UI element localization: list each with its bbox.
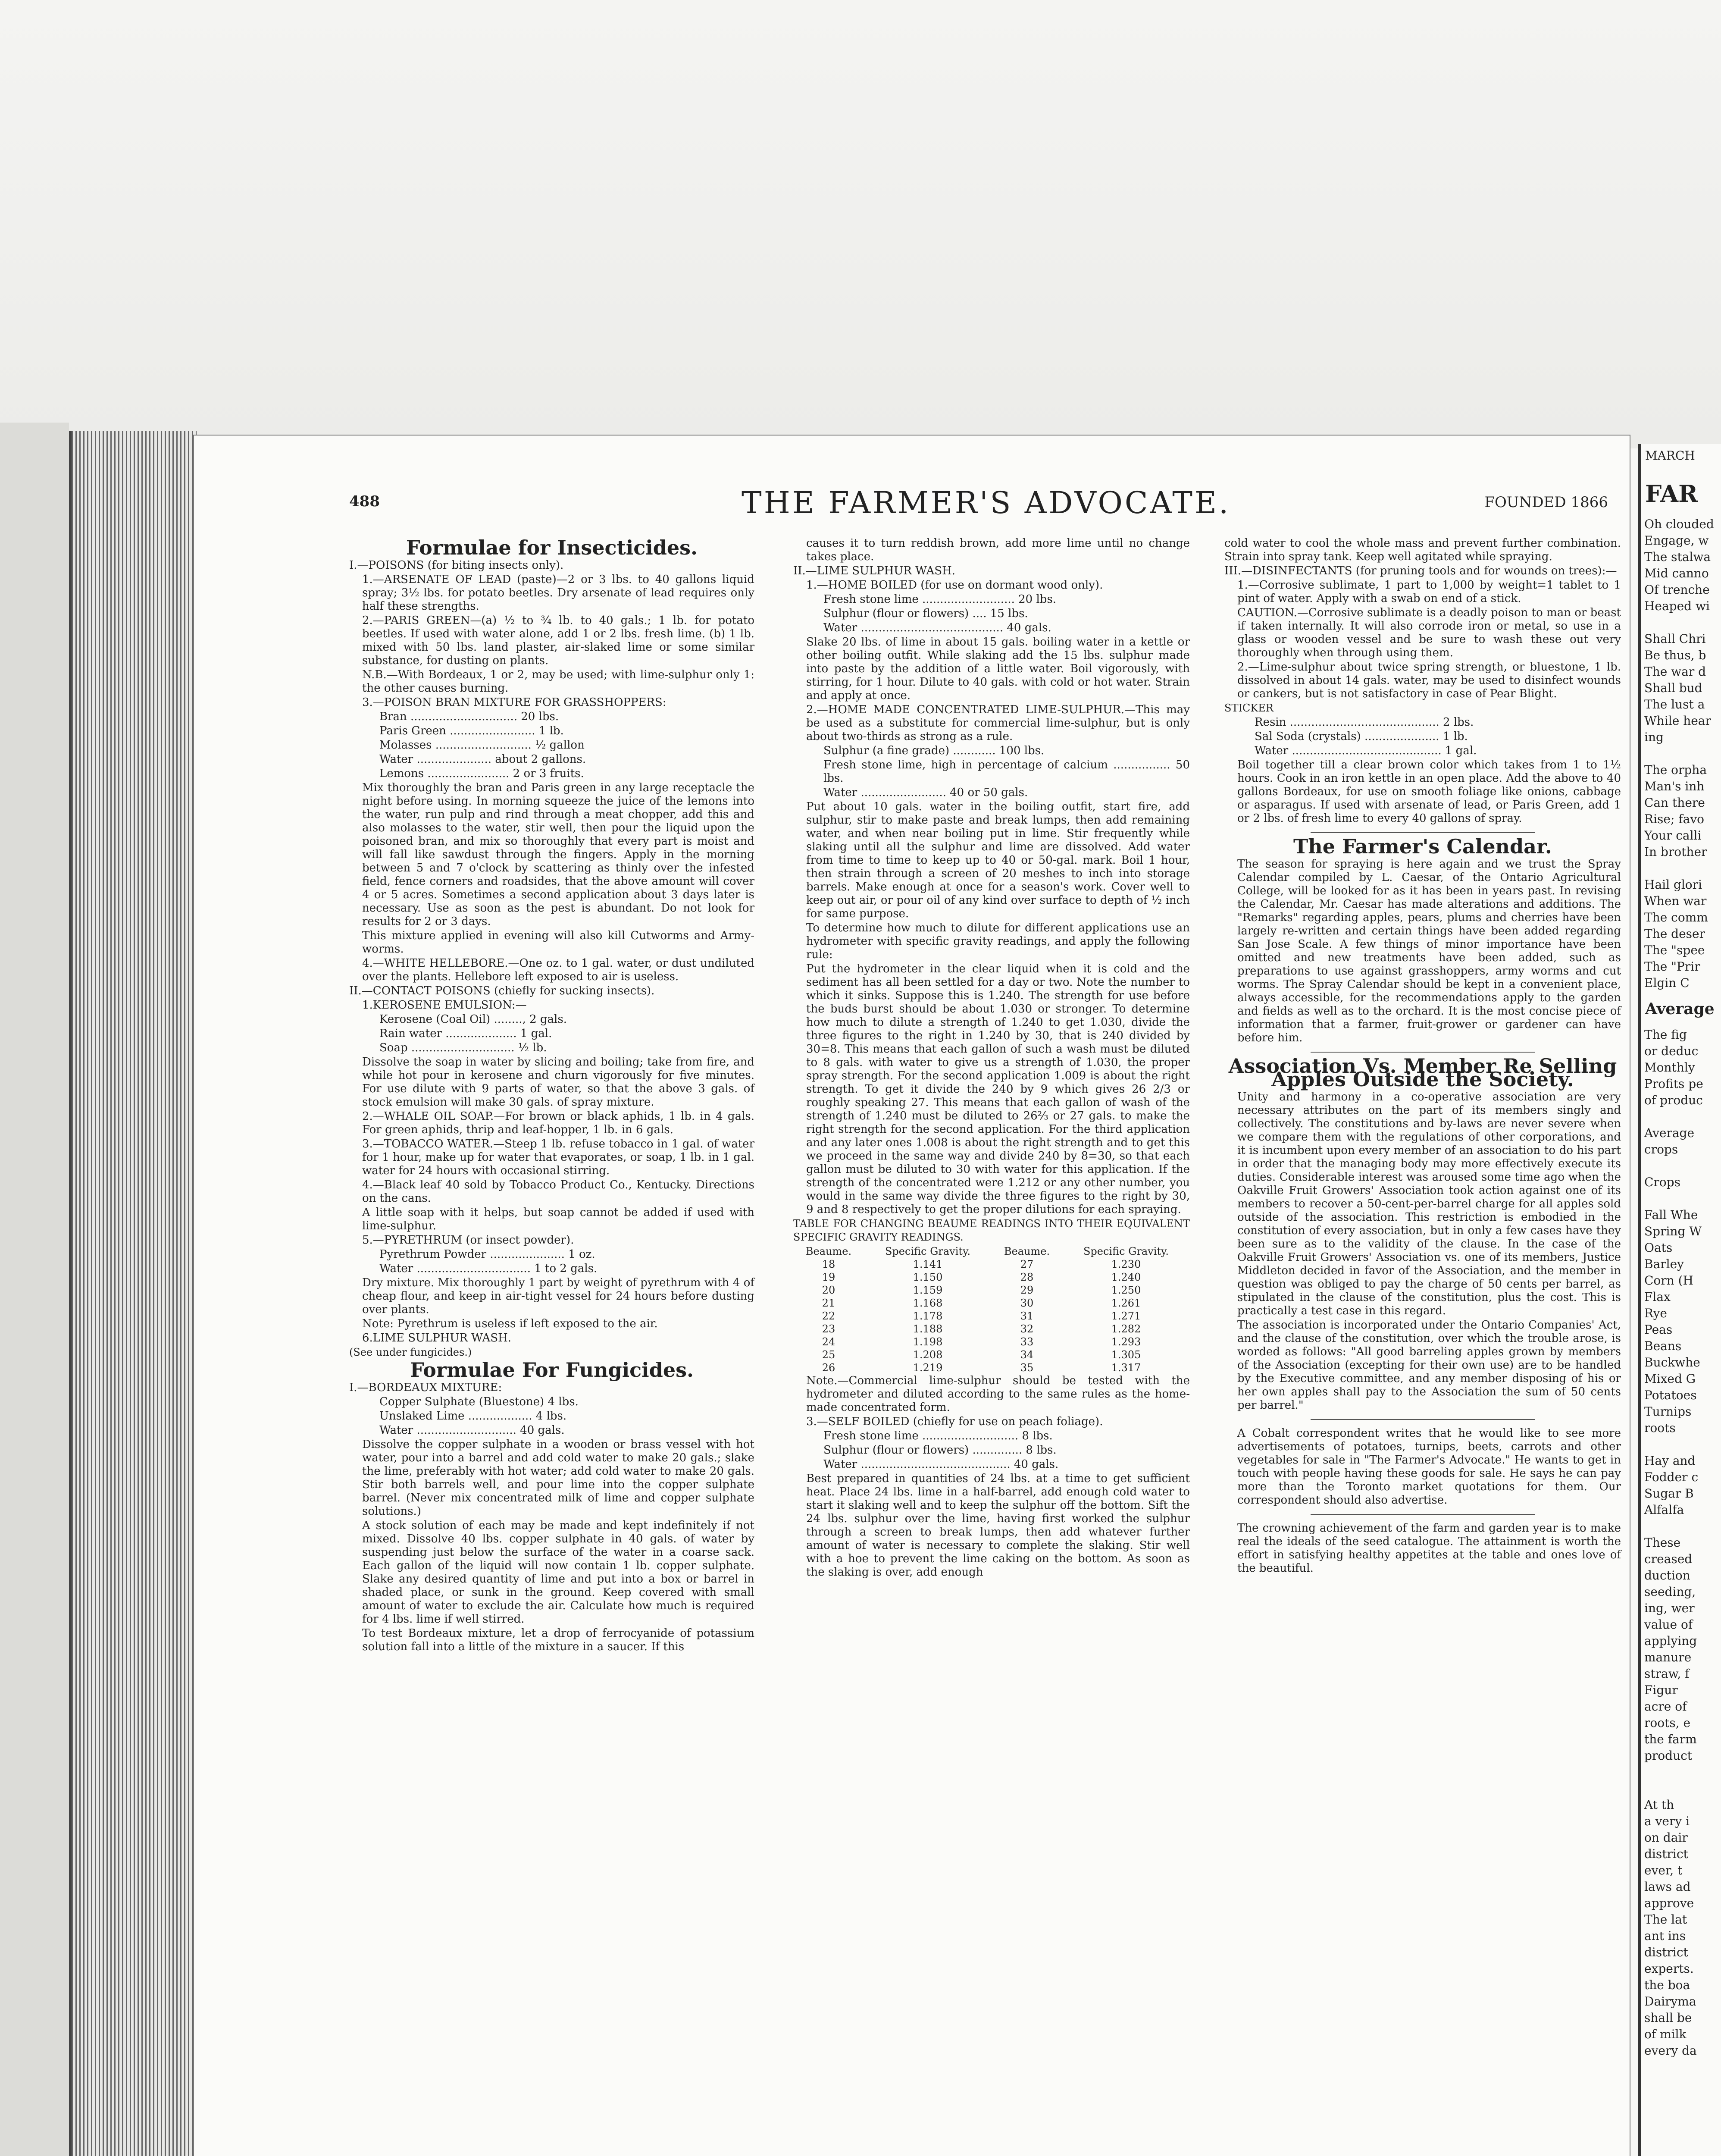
paragraph: III.—DISINFECTANTS (for pruning tools and for wounds on trees):—: [1224, 564, 1617, 577]
paragraph: 2.—WHALE OIL SOAP.—For brown or black aphids, 1 lb. in 4 gals. For green aphids, thrip and leaf-hopper, 1 lb. in 6 gals.: [362, 1110, 754, 1136]
table-cell: 34: [1020, 1349, 1034, 1361]
facing-page-line: The "Prir: [1644, 959, 1700, 974]
paragraph: To test Bordeaux mixture, let a drop of ferrocyanide of potassium solution fall into a little of the mixture in a saucer. If this: [362, 1627, 754, 1653]
facing-page-line: ing, wer: [1644, 1601, 1695, 1615]
table-cell: 21: [822, 1297, 835, 1309]
table-cell: 1.271: [1111, 1310, 1141, 1322]
background-top: [0, 0, 1721, 448]
divider: [1311, 1514, 1535, 1515]
table-cell: 20: [822, 1284, 835, 1296]
facing-page-line: Dairyma: [1644, 1994, 1696, 2009]
recipe-line: Sulphur (a fine grade) ............ 100 lbs.: [823, 744, 1045, 757]
table-row: [793, 1258, 1190, 1271]
facing-page-line: ant ins: [1644, 1929, 1686, 1943]
table-cell: 1.240: [1111, 1271, 1141, 1283]
paragraph: 1.—Corrosive sublimate, 1 part to 1,000 by weight=1 tablet to 1 pint of water. Apply with a swab on end of a stick.: [1237, 579, 1621, 605]
facing-page-line: Of trenche: [1644, 583, 1710, 597]
facing-page-line: roots, e: [1644, 1716, 1691, 1730]
recipe-line: Fresh stone lime ........................... 8 lbs.: [823, 1429, 1053, 1442]
table-header: Beaume.: [1004, 1245, 1050, 1257]
table-cell: 23: [822, 1323, 835, 1335]
facing-page-line: approve: [1644, 1896, 1694, 1910]
paragraph: 3.—SELF BOILED (chiefly for use on peach foliage).: [806, 1415, 1103, 1428]
paragraph: The season for spraying is here again and we trust the Spray Calendar compiled by L. Caesar, of the Ontario Agricultural College, will be looked for as it has been in years past. In revising the Calendar, Mr. Caesar has made alterations and additions. The "Remarks" regarding apples, pears, plums and cherries have been largely re-written and certain things have been added regarding San Jose Scale. A few things of minor importance have been omitted and new treatments have been added, such as preparations to use against grasshoppers, army worms and cut worms. The Spray Calendar should be kept in a convenient place, always accessible, for the recommendations apply to the garden and fields as well as to the orchard. It is the most concise piece of information that a farmer, fruit-grower or gardener can have before him.: [1237, 858, 1621, 1044]
facing-page-line: Mid canno: [1644, 566, 1709, 580]
table-cell: 26: [822, 1362, 835, 1374]
facing-page-line: [1641, 860, 1721, 877]
table-header-row: [793, 1245, 1190, 1258]
table-row: [793, 1361, 1190, 1374]
divider: [1311, 1052, 1535, 1053]
facing-page-title: FAR: [1645, 480, 1698, 508]
facing-page-line: Mixed G: [1644, 1372, 1696, 1386]
recipe-line: Water ..................... about 2 gallons.: [379, 753, 586, 766]
table-cell: 1.198: [913, 1336, 943, 1348]
paragraph: Put about 10 gals. water in the boiling outfit, start fire, add sulphur, stir to make paste and break lumps, then add remaining water, and when near boiling put in lime. Stir frequently while slaking until all the sulphur and lime are dissolved. Add water from time to time to keep up to 40 or 50-gal. mark. Boil 1 hour, then strain through a screen of 20 meshes to inch into storage barrels. Make enough at once for a season's work. Cover well to keep out air, or pour oil of any kind over surface to depth of ½ inch for same purpose.: [806, 800, 1190, 920]
page: [194, 436, 1630, 2156]
gravity-table-title: TABLE FOR CHANGING BEAUME READINGS INTO THEIR EQUIVALENT SPECIFIC GRAVITY READINGS.: [793, 1218, 1190, 1243]
facing-page-line: The orpha: [1644, 763, 1707, 777]
facing-page-line: experts.: [1644, 1962, 1694, 1976]
recipe-line: Copper Sulphate (Bluestone) 4 lbs.: [379, 1395, 579, 1408]
facing-page-line: of milk: [1644, 2027, 1687, 2041]
table-row: [793, 1322, 1190, 1335]
paragraph: II.—LIME SULPHUR WASH.: [793, 564, 956, 577]
facing-page-line: Fall Whe: [1644, 1208, 1698, 1222]
facing-page-line: Hail glori: [1644, 877, 1702, 892]
facing-page-line: Potatoes: [1644, 1388, 1697, 1402]
column-1: [349, 537, 754, 1655]
paragraph: 1.—ARSENATE OF LEAD (paste)—2 or 3 lbs. to 40 gallons liquid spray; 3½ lbs. for potato beetles. Dry arsenate of lead requires only half these strengths.: [362, 573, 754, 613]
facing-page-line: The deser: [1644, 927, 1705, 941]
paragraph: A stock solution of each may be made and kept indefinitely if not mixed. Dissolve 40 lbs. copper sulphate in 40 gals. of water by suspending just below the surface of the water in a coarse sack. Each gallon of the liquid will now contain 1 lb. copper sulphate. Slake any desired quantity of lime and put into a box or barrel in shaded place, or sunk in the ground. Keep covered with small amount of water to exclude the air. Calculate how much is required for 4 lbs. lime if well stirred.: [362, 1519, 754, 1626]
facing-page: [1638, 444, 1721, 2156]
facing-page-line: Sugar B: [1644, 1486, 1694, 1501]
table-cell: 25: [822, 1349, 835, 1361]
facing-page-line: Crops: [1644, 1175, 1680, 1189]
table-row: [793, 1271, 1190, 1284]
recipe-line: Soap ............................. ½ lb.: [379, 1041, 547, 1054]
facing-page-line: straw, f: [1644, 1667, 1690, 1681]
facing-page-line: Spring W: [1644, 1224, 1702, 1238]
recipe-line: Resin .......................................... 2 lbs.: [1255, 716, 1474, 729]
table-cell: 18: [822, 1258, 835, 1270]
table-cell: 1.208: [913, 1349, 943, 1361]
table-cell: 33: [1020, 1336, 1034, 1348]
table-cell: 1.219: [913, 1362, 943, 1374]
facing-page-line: The comm: [1644, 910, 1708, 924]
recipe-line: Unslaked Lime .................. 4 lbs.: [379, 1410, 567, 1423]
facing-page-line: Rye: [1644, 1306, 1667, 1320]
facing-page-subtitle: Average: [1645, 1000, 1715, 1018]
table-cell: 1.305: [1111, 1349, 1141, 1361]
table-header: Specific Gravity.: [1083, 1245, 1169, 1257]
facing-page-line: Barley: [1644, 1257, 1684, 1271]
facing-page-line: Engage, w: [1644, 533, 1709, 548]
column-3: [1224, 537, 1621, 1576]
page-edges: [69, 431, 197, 2156]
paragraph: (See under fungicides.): [349, 1346, 472, 1358]
facing-page-line: district: [1644, 1945, 1688, 1959]
facing-page-line: Oh clouded: [1644, 517, 1714, 531]
facing-page-line: Alfalfa: [1644, 1503, 1684, 1517]
facing-page-line: [1641, 614, 1721, 631]
recipe-line: Pyrethrum Powder ..................... 1 oz.: [379, 1248, 595, 1261]
facing-page-line: Oats: [1644, 1241, 1673, 1255]
recipe-line: Paris Green ........................ 1 lb.: [379, 724, 564, 737]
gravity-table: [793, 1245, 1190, 1374]
paragraph: 1.KEROSENE EMULSION:—: [362, 999, 527, 1012]
facing-page-poem: [1641, 516, 1721, 991]
table-cell: 30: [1020, 1297, 1034, 1309]
page-header: [349, 485, 1625, 520]
facing-page-line: [1641, 1109, 1721, 1125]
facing-page-line: ever, t: [1644, 1863, 1683, 1877]
table-cell: 28: [1020, 1271, 1034, 1283]
paragraph: Note: Pyrethrum is useless if left exposed to the air.: [362, 1317, 658, 1330]
table-cell: 31: [1020, 1310, 1034, 1322]
table-cell: 1.178: [913, 1310, 943, 1322]
facing-page-line: When war: [1644, 894, 1707, 908]
facing-page-line: duction: [1644, 1568, 1690, 1583]
facing-page-line: Flax: [1644, 1290, 1671, 1304]
association-title: Association Vs. Member Re Selling Apples Outside the Society.: [1228, 1054, 1617, 1091]
paragraph: cold water to cool the whole mass and prevent further combination. Strain into spray tank. Keep well agitated while spraying.: [1224, 537, 1621, 563]
facing-page-line: of produc: [1644, 1093, 1703, 1107]
paragraph: Best prepared in quantities of 24 lbs. at a time to get sufficient heat. Place 24 lbs. lime in a half-barrel, add enough cold water to start it slaking well and to keep the sulphur off the bottom. Sift the 24 lbs. sulphur over the lime, having first worked the sulphur through a screen to break lumps, then add whatever further amount of water is necessary to complete the slaking. Stir well with a hoe to prevent the lime caking on the bottom. As soon as the slaking is over, add enough: [806, 1472, 1190, 1579]
paragraph: N.B.—With Bordeaux, 1 or 2, may be used; with lime-sulphur only 1: the other causes burning.: [362, 668, 754, 695]
facing-page-line: product: [1644, 1749, 1693, 1763]
table-cell: 32: [1020, 1323, 1034, 1335]
recipe-line: Water ................................ 1 to 2 gals.: [379, 1262, 598, 1275]
facing-page-line: applying: [1644, 1634, 1697, 1648]
facing-page-line: Peas: [1644, 1322, 1673, 1337]
paragraph: 4.—Black leaf 40 sold by Tobacco Product Co., Kentucky. Directions on the cans.: [362, 1178, 754, 1205]
facing-page-text: [1641, 1027, 1721, 2059]
facing-page-line: shall be: [1644, 2011, 1692, 2025]
paragraph: The association is incorporated under the Ontario Companies' Act, and the clause of the constitution, over which the trouble arose, is worded as follows: "All good barreling apples grown by members of the Association (excepting for their own use) are to be handled by the Executive committee, and any member disposing of his or her own apples shall pay to the Association the sum of 50 cents per barrel.": [1237, 1319, 1621, 1412]
facing-page-line: Turnips: [1644, 1404, 1692, 1419]
table-row: [793, 1297, 1190, 1310]
paragraph: Unity and harmony in a co-operative association are very necessary attributes on the part of its members singly and collectively. The constitutions and by-laws are never severe when we compare them with the regulations of other corporations, and it is incumbent upon every member of an association to do his part in order that the managing body may more effectively execute its duties. Considerable interest was aroused some time ago when the Oakville Fruit Growers' Association took action against one of its members to recover a 50-cent-per-barrel charge for all apples sold outside of the association. This restriction is embodied in the constitution of every association, but in only a few cases have they been sure as to the validity of the clause. In the case of the Oakville Fruit Growers' Association vs. one of its members, Justice Middleton decided in favor of the Association, and the member in question was obliged to pay the charge of 50 cents per barrel, as stipulated in the clause of the constitution, plus the cost. This is practically a test case in this regard.: [1237, 1091, 1621, 1317]
paragraph: To determine how much to dilute for different applications use an hydrometer with specific gravity readings, and apply the following rule:: [806, 921, 1190, 961]
paragraph: II.—CONTACT POISONS (chiefly for sucking insects).: [349, 984, 655, 997]
recipe-line: Lemons ....................... 2 or 3 fruits.: [379, 767, 584, 780]
calendar-title: The Farmer's Calendar.: [1293, 835, 1552, 858]
facing-page-line: Profits pe: [1644, 1077, 1703, 1091]
facing-page-line: [1641, 746, 1721, 762]
table-cell: 35: [1020, 1362, 1034, 1374]
facing-page-line: creased: [1644, 1552, 1693, 1566]
journal-title: THE FARMER'S ADVOCATE.: [742, 485, 1231, 520]
facing-page-line: Shall Chri: [1644, 632, 1706, 646]
paragraph: 3.—POISON BRAN MIXTURE FOR GRASSHOPPERS:: [362, 696, 666, 709]
facing-page-line: The war d: [1644, 664, 1706, 679]
paragraph: I.—POISONS (for biting insects only).: [349, 559, 564, 572]
table-cell: 1.150: [913, 1271, 943, 1283]
facing-page-line: [1641, 1158, 1721, 1174]
insecticides-title: Formulae for Insecticides.: [406, 536, 698, 559]
facing-page-line: [1641, 1191, 1721, 1207]
paragraph: causes it to turn reddish brown, add more lime until no change takes place.: [806, 537, 1190, 563]
table-cell: 1.261: [1111, 1297, 1141, 1309]
facing-page-line: While hear: [1644, 714, 1711, 728]
facing-page-line: the boa: [1644, 1978, 1690, 1992]
facing-page-line: [1641, 1764, 1721, 1780]
column-2: [793, 537, 1190, 1580]
recipe-line: Water ........................................ 40 gals.: [823, 621, 1051, 634]
paragraph: 2.—PARIS GREEN—(a) ½ to ¾ lb. to 40 gals.; 1 lb. for potato beetles. If used with water alone, add 1 or 2 lbs. fresh lime. (b) 1 lb. mixed with 50 lbs. land plaster, air-slaked lime or some similar substance, for dusting on plants.: [362, 614, 754, 667]
facing-page-line: [1641, 1780, 1721, 1797]
facing-page-line: Be thus, b: [1644, 648, 1706, 662]
paragraph: 1.—HOME BOILED (for use on dormant wood only).: [806, 579, 1103, 592]
table-cell: 1.317: [1111, 1362, 1141, 1374]
facing-page-line: Average: [1644, 1126, 1695, 1140]
facing-page-line: or deduc: [1644, 1044, 1699, 1058]
paragraph: A Cobalt correspondent writes that he would like to see more advertisements of potatoes, turnips, beets, carrots and other vegetables for sale in "The Farmer's Advocate." He wants to get in touch with people having these goods for sale. He says he can pay more than the Toronto market quotations for them. Our correspondent should also advertise.: [1237, 1427, 1621, 1507]
table-cell: 24: [822, 1336, 835, 1348]
table-row: [793, 1284, 1190, 1297]
table-cell: 29: [1020, 1284, 1034, 1296]
facing-page-line: The lat: [1644, 1912, 1687, 1927]
fungicides-title: Formulae For Fungicides.: [410, 1358, 694, 1382]
facing-page-line: The "spee: [1644, 943, 1705, 957]
recipe-line: Sulphur (flour or flowers) .... 15 lbs.: [823, 607, 1028, 620]
recipe-line: Molasses ........................... ½ gallon: [379, 739, 585, 752]
table-row: [793, 1335, 1190, 1348]
paragraph: The crowning achievement of the farm and garden year is to make real the ideals of the seed catalogue. The attainment is worth the effort in satisfying healthy appetites at the table and ones love of the beautiful.: [1237, 1522, 1621, 1575]
paragraph: Dry mixture. Mix thoroughly 1 part by weight of pyrethrum with 4 of cheap flour, and keep in air-tight vessel for 24 hours before dusting over plants.: [362, 1276, 754, 1316]
facing-page-line: crops: [1644, 1142, 1678, 1156]
facing-page-line: At th: [1644, 1798, 1674, 1812]
facing-page-line: Fodder c: [1644, 1470, 1699, 1484]
recipe-line: Fresh stone lime, high in percentage of calcium ................ 50 lbs.: [823, 758, 1190, 785]
recipe-line: Water .......................................... 1 gal.: [1255, 744, 1477, 757]
divider: [1311, 1419, 1535, 1420]
paragraph: This mixture applied in evening will also kill Cutworms and Army-worms.: [362, 929, 754, 956]
table-cell: 1.282: [1111, 1323, 1141, 1335]
facing-page-line: [1641, 1518, 1721, 1535]
facing-page-line: a very i: [1644, 1814, 1690, 1828]
paragraph: I.—BORDEAUX MIXTURE:: [349, 1381, 502, 1394]
paragraph: Boil together till a clear brown color which takes from 1 to 1½ hours. Cook in an iron kettle in an open place. Add the above to 40 gallons Bordeaux, for use on smooth foliage like onions, cabbage or asparagus. If used with arsenate of lead, or Paris Green, add 1 or 2 lbs. of fresh lime to every 40 gallons of spray.: [1237, 758, 1621, 825]
facing-page-line: the farm: [1644, 1732, 1697, 1746]
recipe-line: Sal Soda (crystals) ..................... 1 lb.: [1255, 730, 1468, 743]
table-cell: 1.188: [913, 1323, 943, 1335]
facing-page-line: Man's inh: [1644, 779, 1705, 793]
facing-page-line: In brother: [1644, 845, 1707, 859]
recipe-line: Sulphur (flour or flowers) .............. 8 lbs.: [823, 1444, 1057, 1457]
facing-page-line: roots: [1644, 1421, 1676, 1435]
sticker-title: STICKER: [1224, 702, 1274, 714]
table-cell: 1.141: [913, 1258, 943, 1270]
table-cell: 1.168: [913, 1297, 943, 1309]
facing-page-line: Hay and: [1644, 1454, 1696, 1468]
paragraph: 2.—Lime-sulphur about twice spring strength, or bluestone, 1 lb. dissolved in about 14 gals. water, may be used to disinfect wounds or cankers, but is not satisfactory in case of Pear Blight.: [1237, 661, 1621, 700]
table-cell: 22: [822, 1310, 835, 1322]
facing-page-line: acre of: [1644, 1699, 1687, 1714]
facing-page-line: Beans: [1644, 1339, 1682, 1353]
table-row: [793, 1310, 1190, 1322]
table-cell: 19: [822, 1271, 835, 1283]
facing-page-line: [1641, 1436, 1721, 1453]
paragraph: A little soap with it helps, but soap cannot be added if used with lime-sulphur.: [362, 1206, 754, 1232]
table-header: Specific Gravity.: [885, 1245, 971, 1257]
facing-page-line: on dair: [1644, 1830, 1688, 1845]
table-header: Beaume.: [805, 1245, 852, 1257]
facing-page-line: value of: [1644, 1617, 1693, 1632]
table-cell: 27: [1020, 1258, 1034, 1270]
facing-page-line: The stalwa: [1644, 550, 1711, 564]
paragraph: 5.—PYRETHRUM (or insect powder).: [362, 1234, 574, 1247]
table-row: [793, 1348, 1190, 1361]
facing-page-line: These: [1644, 1536, 1681, 1550]
facing-page-line: Buckwhe: [1644, 1355, 1700, 1369]
paragraph: CAUTION.—Corrosive sublimate is a deadly poison to man or beast if taken internally. It will also corrode iron or metal, so use in a glass or wooden vessel and be sure to wash these out very thoroughly when through using them.: [1237, 606, 1621, 659]
facing-page-line: district: [1644, 1847, 1688, 1861]
paragraph: 2.—HOME MADE CONCENTRATED LIME-SULPHUR.—This may be used as a substitute for commercial lime-sulphur, but is only about two-thirds as strong as a rule.: [806, 703, 1190, 743]
paragraph: Slake 20 lbs. of lime in about 15 gals. boiling water in a kettle or other boiling outfit. While slaking add the 15 lbs. sulphur made into paste by the addition of a little water. Boil vigorously, with stirring, for 1 hour. Dilute to 40 gals. with cold or hot water. Strain and apply at once.: [806, 636, 1190, 702]
facing-page-line: Figur: [1644, 1683, 1678, 1697]
facing-page-header: MARCH: [1645, 448, 1695, 463]
facing-page-line: Shall bud: [1644, 681, 1702, 695]
facing-page-line: Elgin C: [1644, 976, 1690, 990]
paragraph: 3.—TOBACCO WATER.—Steep 1 lb. refuse tobacco in 1 gal. of water for 1 hour, make up for water that evaporates, or soap, 1 lb. in 1 gal. water for 24 hours with occasional stirring.: [362, 1138, 754, 1177]
page-number: 488: [349, 493, 380, 510]
facing-page-line: Corn (H: [1644, 1273, 1693, 1288]
facing-page-line: every da: [1644, 2043, 1697, 2058]
table-cell: 1.293: [1111, 1336, 1141, 1348]
facing-page-line: The lust a: [1644, 697, 1705, 711]
recipe-line: Rain water .................... 1 gal.: [379, 1027, 552, 1040]
paragraph: 6.LIME SULPHUR WASH.: [362, 1332, 512, 1344]
recipe-line: Fresh stone lime .......................... 20 lbs.: [823, 593, 1057, 606]
paragraph: Dissolve the soap in water by slicing and boiling; take from fire, and while hot pour in kerosene and churn vigorously for five minutes. For use dilute with 9 parts of water, so that the above 3 gals. of stock emulsion will make 30 gals. of spray mixture.: [362, 1056, 754, 1109]
recipe-line: Water .......................................... 40 gals.: [823, 1458, 1059, 1471]
table-cell: 1.159: [913, 1284, 943, 1296]
recipe-line: Water ........................ 40 or 50 gals.: [823, 786, 1028, 799]
book-spine: [0, 423, 69, 2156]
paragraph: Note.—Commercial lime-sulphur should be tested with the hydrometer and diluted according to the same rules as the home-made concentrated form.: [806, 1374, 1190, 1414]
paragraph: Dissolve the copper sulphate in a wooden or brass vessel with hot water, pour into a barrel and add cold water to make 20 gals.; slake the lime, preferably with hot water; add cold water to make 20 gals. Stir both barrels well, and pour lime into the copper sulphate barrel. (Never mix concentrated milk of lime and copper sulphate solutions.): [362, 1438, 754, 1518]
divider: [1311, 832, 1535, 833]
recipe-line: Water ............................ 40 gals.: [379, 1424, 565, 1437]
facing-page-line: seeding,: [1644, 1585, 1696, 1599]
recipe-line: Bran .............................. 20 lbs.: [379, 710, 559, 723]
recipe-line: Kerosene (Coal Oil) ........, 2 gals.: [379, 1013, 567, 1026]
paragraph: Put the hydrometer in the clear liquid when it is cold and the sediment has all been settled for a day or two. Note the number to which it sinks. Suppose this is 1.240. The strength for use before the buds burst should be about 1.030 or stronger. To determine how much to dilute a strength of 1.240 to get 1.030, divide the three figures to the right in 1.240 by 30, that is 240 divided by 30=8. This means that each gallon of such a wash must be diluted to 8 gals. with water to give us a strength of 1.030, the proper spray strength. For the second application 1.009 is about the right strength. To get it divide the 240 by 9 which gives 26 2/3 or roughly speaking 27. This means that each gallon of wash of the strength of 1.240 must be diluted to 26⅔ or 27 gals. to make the right strength for the second application. For the third application and any later ones 1.008 is about the right strength and to get this we proceed in the same way and divide 240 by 8=30, so that each gallon must be diluted to 30 with water for this application. If the strength of the concentrated were 1.212 or any other number, you would in the same way divide the three figures to the right by 30, 9 and 8 respectively to get the proper dilutions for each spraying.: [806, 962, 1190, 1216]
facing-page-line: manure: [1644, 1650, 1692, 1664]
paragraph: Mix thoroughly the bran and Paris green in any large receptacle the night before using. In morning squeeze the juice of the lemons into the water, run pulp and rind through a meat chopper, add this and also molasses to the water, stir well, then pour the liquid upon the poisoned bran, and mix so thoroughly that every part is moist and will fall like sawdust through the fingers. Apply in the morning between 5 and 7 o'clock by scattering as thinly over the infested field, fence corners and roadsides, that the above amount will cover 4 or 5 acres. Sometimes a second application about 3 days later is necessary. Use as soon as the pest is abundant. Do not look for results for 2 or 3 days.: [362, 781, 754, 928]
facing-page-line: Can there: [1644, 796, 1705, 810]
facing-page-line: Rise; favo: [1644, 812, 1705, 826]
facing-page-line: Heaped wi: [1644, 599, 1710, 613]
facing-page-line: The fig: [1644, 1028, 1687, 1042]
facing-page-line: Your calli: [1644, 828, 1702, 843]
paragraph: 4.—WHITE HELLEBORE.—One oz. to 1 gal. water, or dust undiluted over the plants. Hellebore left exposed to air is useless.: [362, 957, 754, 983]
facing-page-line: ing: [1644, 730, 1664, 744]
facing-page-line: laws ad: [1644, 1880, 1691, 1894]
facing-page-line: Monthly: [1644, 1060, 1695, 1075]
founded-line: FOUNDED 1866: [1484, 494, 1608, 511]
table-cell: 1.230: [1111, 1258, 1141, 1270]
table-cell: 1.250: [1111, 1284, 1141, 1296]
